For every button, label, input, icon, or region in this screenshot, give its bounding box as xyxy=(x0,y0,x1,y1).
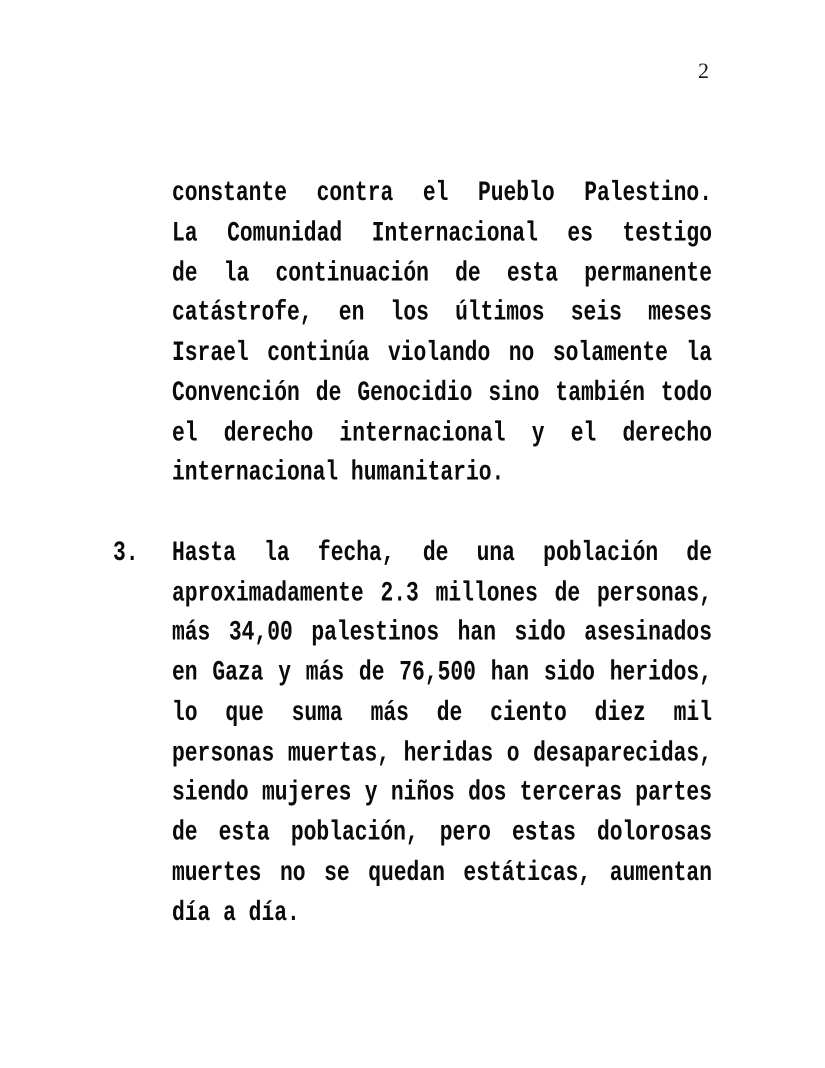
text-line: de la continuación de esta permanente xyxy=(172,257,712,290)
text-line: lo que suma más de ciento diez mil xyxy=(172,697,712,730)
text-line: día a día. xyxy=(172,897,300,930)
page-number: 2 xyxy=(698,58,709,83)
text-line: internacional humanitario. xyxy=(172,457,505,490)
paragraph-text xyxy=(172,534,712,934)
document-body xyxy=(113,174,712,934)
text-line: aproximadamente 2.3 millones de personas, xyxy=(172,577,712,610)
text-line: Hasta la fecha, de una población de xyxy=(172,537,712,570)
text-line: muertes no se quedan estáticas, aumentan xyxy=(172,857,712,890)
paragraph xyxy=(113,534,712,934)
text-line: Israel continúa violando no solamente la xyxy=(172,337,712,370)
text-line: de esta población, pero estas dolorosas xyxy=(172,817,712,850)
text-line: personas muertas, heridas o desaparecidas, xyxy=(172,737,712,770)
text-line: Convención de Genocidio sino también todo xyxy=(172,377,712,410)
paragraph-number: 3. xyxy=(113,537,139,570)
text-line: catástrofe, en los últimos seis meses xyxy=(172,297,712,330)
text-line: el derecho internacional y el derecho xyxy=(172,417,712,450)
text-line: siendo mujeres y niños dos terceras partes xyxy=(172,777,712,810)
text-line: constante contra el Pueblo Palestino. xyxy=(172,177,712,210)
text-line: en Gaza y más de 76,500 han sido heridos, xyxy=(172,657,712,690)
paragraph xyxy=(172,174,712,494)
text-line: más 34,00 palestinos han sido asesinados xyxy=(172,617,712,650)
paragraph-text xyxy=(172,174,712,494)
text-line: La Comunidad Internacional es testigo xyxy=(172,217,712,250)
